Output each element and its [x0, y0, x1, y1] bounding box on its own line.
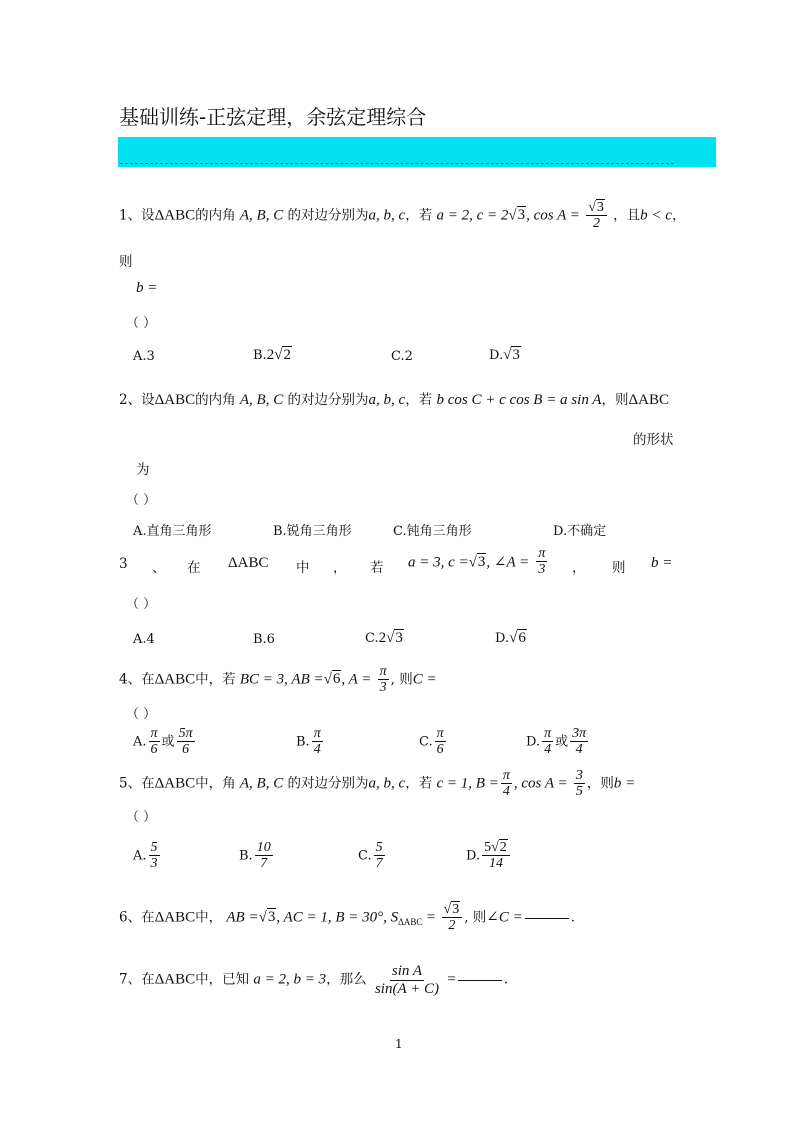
q4-option-c: C. $\frac{\pi}{6}$	[419, 726, 444, 758]
question-2: 2、设ΔABC的内角 A, B, C 的对边分别为a, b, c，若 b cos C + c cos B = a sin A，则ΔABC	[119, 392, 669, 408]
q1-sqrt: √3	[508, 207, 526, 224]
q1-frac-num: 3	[596, 200, 604, 215]
q2-answer-paren: （ ）	[126, 493, 157, 508]
question-6: 6、在ΔABC中， AB =√3, AC = 1, B = 30°, $S_{\Delta ABC}$ = $\frac{√3}{2}$ , 则∠C = .	[119, 902, 576, 934]
q2-option-b: B.锐角三角形	[273, 524, 352, 539]
q1-text: 的内角	[195, 207, 236, 224]
q2-angles: A, B, C	[239, 392, 284, 408]
q6-answer-blank[interactable]	[525, 917, 569, 919]
q1-fraction: $\frac{√3}{2}$	[586, 200, 607, 232]
q3-answer-paren: （ ）	[126, 597, 157, 612]
q4-option-a: A. $\frac{\pi}{6}$ 或 $\frac{5\pi}{6}$	[133, 726, 193, 758]
q7-triangle: ΔABC	[154, 971, 196, 988]
q2-shape-text: 的形状	[633, 432, 674, 448]
q3-triangle: ΔABC	[228, 555, 269, 571]
q3-number: 3	[119, 556, 128, 572]
q1-angles: A, B, C	[239, 207, 284, 224]
question-1	[119, 200, 685, 232]
q1-option-b: B.2√2	[253, 347, 291, 363]
banner-dashed-line	[120, 163, 674, 164]
q3-comma2: ，	[572, 560, 586, 576]
page-title: 基础训练-正弦定理，余弦定理综合	[119, 105, 427, 129]
q3-ruo: 若	[370, 560, 384, 576]
q3-ask: b =	[651, 555, 673, 571]
q1-condition: a = 2, c = 2	[436, 207, 509, 224]
q4-triangle: ΔABC	[154, 671, 196, 688]
q1-frac-den: 2	[593, 216, 601, 232]
q1-option-d: D.√3	[489, 347, 520, 363]
q4-option-b: B. $\frac{\pi}{4}$	[296, 726, 321, 758]
q5-option-a: A. $\frac{5}{3}$	[133, 840, 158, 872]
q5-answer-paren: （ ）	[126, 810, 157, 825]
q3-option-b: B.6	[253, 632, 275, 647]
q1-ask: b =	[136, 280, 158, 296]
page-number: 1	[395, 1037, 403, 1051]
q1-answer-paren: （ ）	[126, 316, 157, 331]
q2-option-c: C.钝角三角形	[393, 524, 472, 539]
q1-sides: a, b, c	[368, 207, 406, 224]
q4-answer-paren: （ ）	[126, 707, 157, 722]
question-7: 7、在ΔABC中，已知 a = 2, b = 3，那么 $\frac{\text{sin A}}{\sin(A + C)}$ = .	[119, 963, 509, 997]
q1-triangle: ΔABC	[154, 207, 196, 224]
q1-sqrt-radicand: 3	[517, 207, 526, 224]
q3-condition: a = 3, c =√3, ∠A = $\frac{\pi}{3}$	[408, 546, 546, 578]
q1-lead: 1、设	[119, 207, 155, 224]
q2-is-text: 为	[136, 462, 150, 478]
q2-condition: b cos C + c cos B = a sin A	[436, 392, 602, 408]
q2-triangle-2: ΔABC	[628, 392, 669, 408]
q5-option-d: D. $\frac{5√2}{14}$	[466, 840, 512, 872]
q3-option-c: C.2√3	[365, 630, 403, 646]
q7-answer-blank[interactable]	[458, 979, 502, 981]
q5-option-c: C. $\frac{5}{7}$	[358, 840, 383, 872]
q3-sep: 、	[152, 560, 166, 576]
q1-text4: ，且	[613, 207, 641, 224]
question-5: 5、在ΔABC中，角 A, B, C 的对边分别为a, b, c，若 c = 1, B = $\frac{\pi}{4}$ , cos A = $\frac{3}{5}$ ，则b =	[119, 768, 636, 800]
q3-option-a: A.4	[133, 632, 155, 647]
q1-text3: ，若	[405, 207, 433, 224]
q5-triangle: ΔABC	[154, 775, 196, 792]
q5-option-b: B. $\frac{10}{7}$	[239, 840, 271, 872]
q3-comma: ，	[333, 560, 347, 576]
q1-inequality: b < c	[640, 207, 672, 224]
question-4: 4、在ΔABC中，若 BC = 3, AB =√6, A = $\frac{\pi}{3}$ , 则C =	[119, 664, 437, 696]
q3-in: 在	[187, 560, 201, 576]
title-banner	[118, 137, 716, 167]
q3-zhong: 中	[296, 560, 310, 576]
q1-cos: , cos A =	[526, 207, 580, 224]
q1-option-c: C.2	[391, 349, 413, 364]
q1-text5: ，	[671, 207, 686, 224]
q2-sides: a, b, c	[368, 392, 406, 408]
q4-option-d: D. $\frac{\pi}{4}$ 或 $\frac{3\pi}{4}$	[526, 726, 587, 758]
q2-triangle: ΔABC	[154, 392, 196, 408]
q1-option-a: A.3	[133, 349, 155, 364]
q3-ze: 则	[612, 560, 626, 576]
q3-option-d: D.√6	[495, 630, 526, 646]
q1-text2: 的对边分别为	[287, 207, 369, 224]
q2-option-d: D.不确定	[553, 524, 607, 539]
q1-then: 则	[119, 254, 133, 270]
q2-option-a: A.直角三角形	[133, 524, 212, 539]
q6-triangle: ΔABC	[154, 909, 196, 926]
